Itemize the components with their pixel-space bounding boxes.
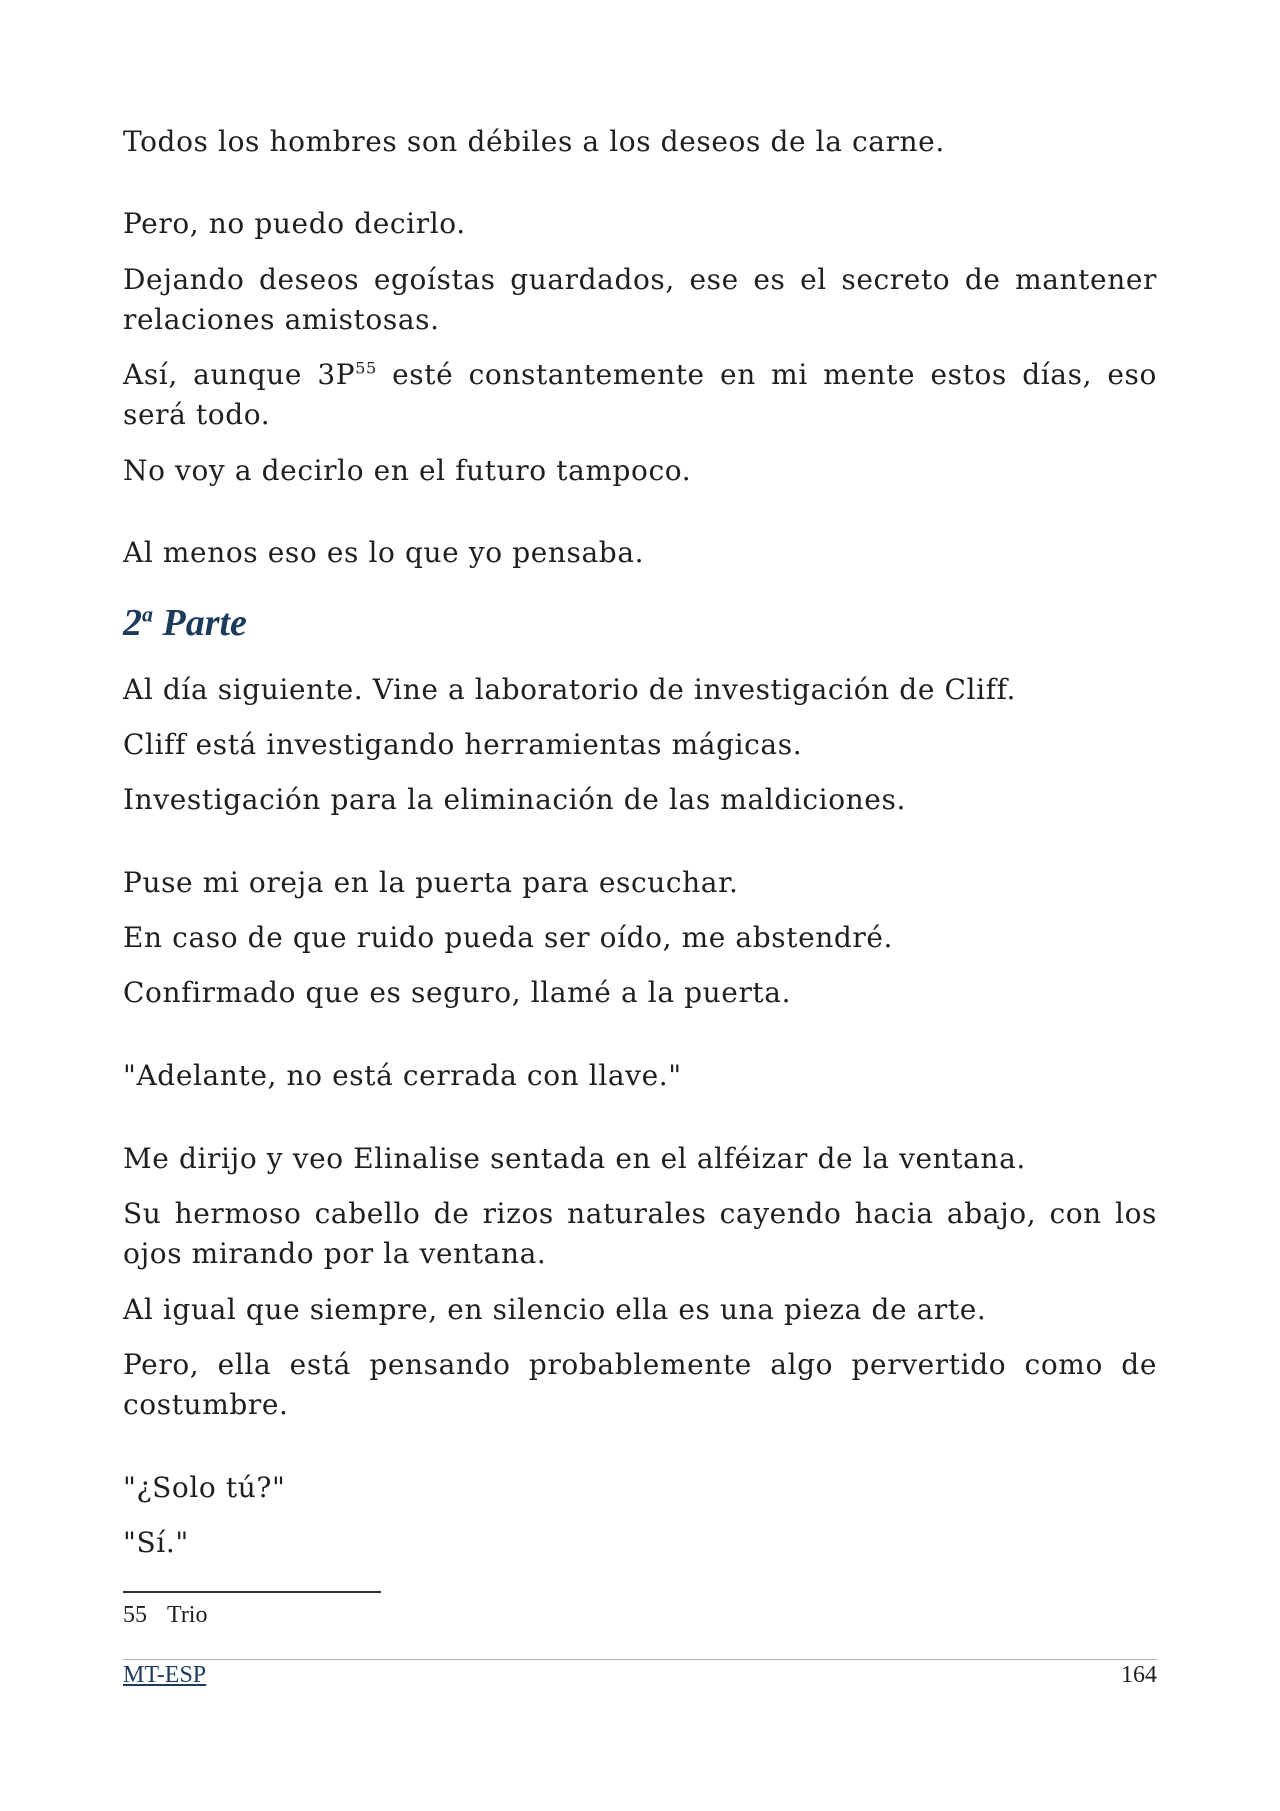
paragraph-with-footnote-ref	[123, 355, 1157, 435]
footnote-text: Trio	[167, 1602, 208, 1628]
paragraph: En caso de que ruido pueda ser oído, me abstendré.	[123, 921, 894, 954]
dialogue-line: "Sí."	[123, 1526, 189, 1559]
heading-number: 2	[123, 602, 142, 644]
paragraph-text: esté constantemente en mi mente estos días, eso será todo.	[123, 358, 1157, 431]
paragraph: Puse mi oreja en la puerta para escuchar.	[123, 866, 739, 899]
section-heading	[123, 601, 247, 645]
footnote	[123, 1599, 207, 1631]
paragraph: Todos los hombres son débiles a los deseos de la carne.	[123, 125, 945, 158]
heading-ordinal: a	[142, 601, 153, 627]
paragraph: No voy a decirlo en el futuro tampoco.	[123, 454, 692, 487]
paragraph: Al igual que siempre, en silencio ella es una pieza de arte.	[123, 1293, 987, 1326]
paragraph-text: Así, aunque 3P	[123, 358, 356, 391]
footer-link[interactable]: MT-ESP	[123, 1662, 207, 1688]
paragraph: Cliff está investigando herramientas mágicas.	[123, 728, 803, 761]
paragraph: Dejando deseos egoístas guardados, ese es el secreto de mantener relaciones amistosas.	[123, 263, 1157, 336]
paragraph: Al menos eso es lo que yo pensaba.	[123, 536, 645, 569]
footer-divider	[123, 1659, 1157, 1660]
page-number: 164	[1121, 1662, 1157, 1688]
paragraph: Investigación para la eliminación de las maldiciones.	[123, 783, 906, 816]
footnote-reference[interactable]: 55	[355, 358, 377, 378]
dialogue-line: "¿Solo tú?"	[123, 1471, 286, 1504]
footnote-number: 55	[123, 1602, 147, 1628]
footnote-divider	[123, 1591, 381, 1593]
dialogue-line: "Adelante, no está cerrada con llave."	[123, 1059, 682, 1092]
paragraph: Al día siguiente. Vine a laboratorio de investigación de Cliff.	[123, 673, 1017, 706]
paragraph: Su hermoso cabello de rizos naturales cayendo hacia abajo, con los ojos mirando por la ventana.	[123, 1197, 1157, 1270]
paragraph: Pero, ella está pensando probablemente algo pervertido como de costumbre.	[123, 1348, 1157, 1421]
heading-title: Parte	[153, 602, 247, 644]
paragraph: Me dirijo y veo Elinalise sentada en el alféizar de la ventana.	[123, 1142, 1026, 1175]
paragraph: Confirmado que es seguro, llamé a la puerta.	[123, 976, 792, 1009]
paragraph: Pero, no puedo decirlo.	[123, 207, 466, 240]
